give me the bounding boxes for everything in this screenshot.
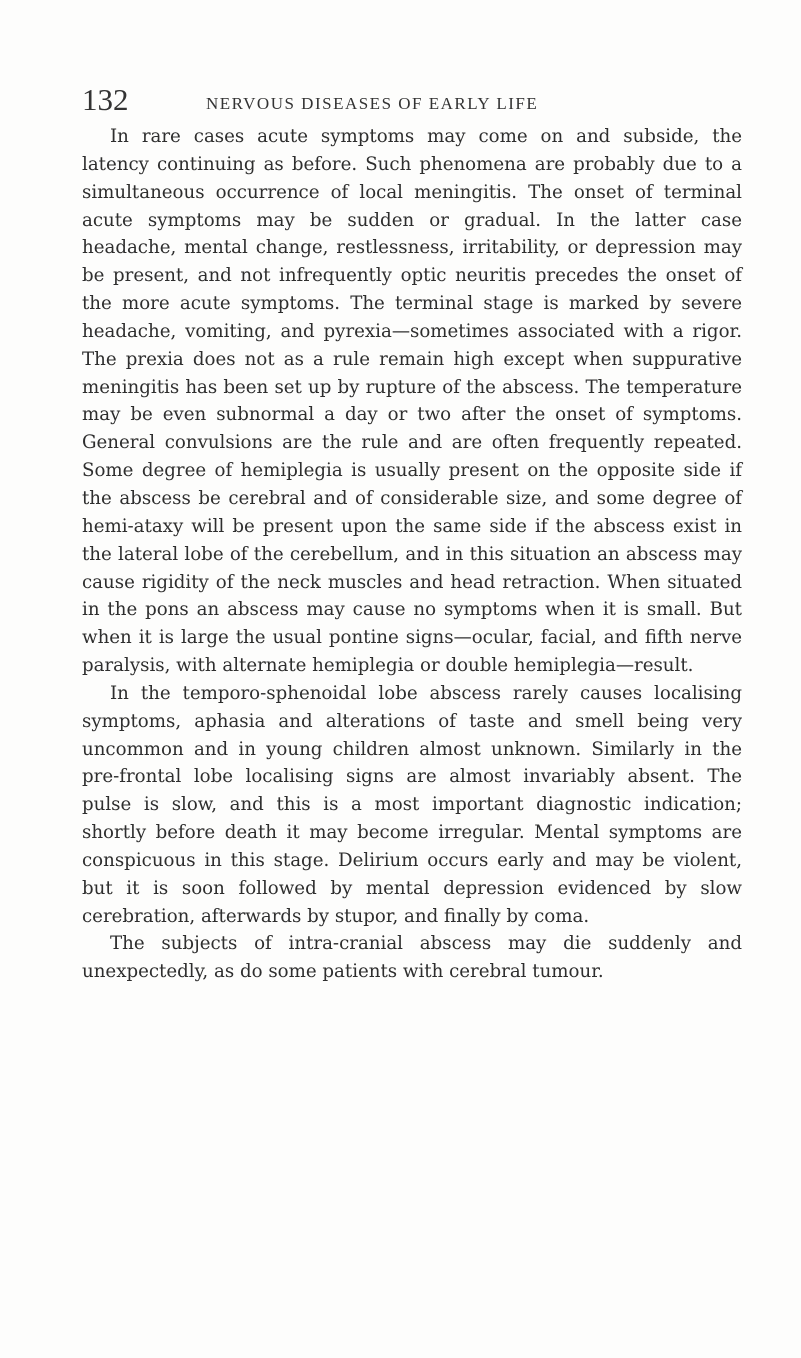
running-title: NERVOUS DISEASES OF EARLY LIFE bbox=[206, 94, 539, 113]
page-number: 132 bbox=[82, 82, 129, 117]
running-head bbox=[82, 84, 742, 124]
paragraph-sudden-death: The subjects of intra-cranial abscess may die suddenly and unexpectedly, as do some patients with cerebral tumour. bbox=[82, 933, 742, 983]
body-text bbox=[82, 123, 742, 986]
paragraph-temporo-sphenoidal: In the temporo-sphenoidal lobe abscess rarely causes localising symptoms, aphasia and alterations of taste and smell being very uncommon and in young children almost unknown. Similarly in the pre-frontal lobe localising signs are almost invariably absent. The pulse is slow, and this is a most important diagnostic indication; shortly before death it may become irregular. Mental symptoms are conspicuous in this stage. Delirium occurs early and may be violent, but it is soon followed by mental depression evidenced by slow cerebration, afterwards by stupor, and finally by coma. bbox=[82, 682, 742, 927]
paragraph-abscess-symptoms: In rare cases acute symptoms may come on and subside, the latency continuing as before. Such phenomena are probably due to a simultaneous occurrence of local meningitis. The onset of terminal acute symptoms may be sudden or gradual. In the latter case headache, mental change, restlessness, irritability, or depression may be present, and not infrequently optic neuritis precedes the onset of the more acute symptoms. The terminal stage is marked by severe headache, vomiting, and pyrexia—sometimes associated with a rigor. The prexia does not as a rule remain high except when suppurative meningitis has been set up by rupture of the abscess. The temperature may be even subnormal a day or two after the onset of symptoms. General convulsions are the rule and are often frequently repeated. Some degree of hemiplegia is usually present on the opposite side if the abscess be cerebral and of considerable size, and some degree of hemi-ataxy will be present upon the same side if the abscess exist in the lateral lobe of the cerebellum, and in this situation an abscess may cause rigidity of the neck muscles and head retraction. When situated in the pons an abscess may cause no symptoms when it is small. But when it is large the usual pontine signs—ocular, facial, and fifth nerve paralysis, with alternate hemiplegia or double hemiplegia—result. bbox=[82, 126, 742, 677]
